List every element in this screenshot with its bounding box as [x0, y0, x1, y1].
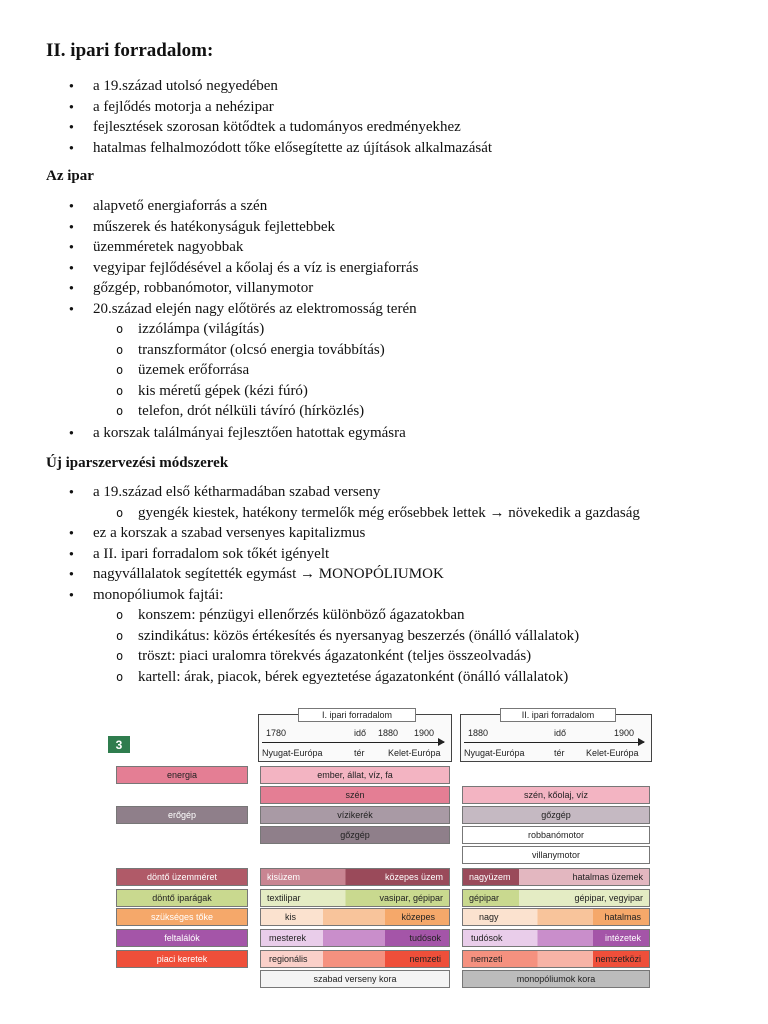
sub-list-item: o transzformátor (olcsó energia továbbítás) — [0, 340, 418, 361]
panel1-time-label: idő — [354, 728, 367, 738]
section2-list — [0, 196, 418, 443]
panel1-time-arrow — [262, 742, 444, 743]
col1-piaci-right: nemzeti — [409, 954, 441, 964]
panel1-year: 1900 — [414, 728, 435, 738]
col1-feltalalok-cell — [260, 929, 450, 947]
col1-iparagak-left: textilipar — [267, 893, 301, 903]
col2-toke-cell — [462, 908, 650, 926]
col2-erogep-cell: gőzgép — [462, 806, 650, 824]
list-item: ● monopóliumok fajtái: — [0, 585, 640, 606]
sub-list-item: o kartell: árak, piacok, bérek egyeztetése ágazatonként (önálló vállalatok) — [0, 667, 640, 688]
col2-energia-cell: szén, kőolaj, víz — [462, 786, 650, 804]
list-item: ● a 19.század első kétharmadában szabad verseny — [0, 482, 640, 503]
section-title-ipar: Az ipar — [46, 168, 94, 184]
col1-uzemmeret-left: kisüzem — [267, 872, 301, 882]
figure-number-badge: 3 — [108, 736, 130, 753]
col1-feltalalok-left: mesterek — [269, 933, 307, 943]
row-label-toke: szükséges tőke — [116, 908, 248, 926]
row-label-energia: energia — [116, 766, 248, 784]
col2-iparagak-left: gépipar — [469, 893, 500, 903]
panel2-space-label: tér — [554, 748, 565, 758]
col2-toke-left: nagy — [479, 912, 499, 922]
col2-iparagak-right: gépipar, vegyipar — [574, 893, 643, 903]
col1-feltalalok-right: tudósok — [409, 933, 441, 943]
col2-uzemmeret-cell — [462, 868, 650, 886]
panel2-time-label: idő — [554, 728, 567, 738]
list-item: ● nagyvállalatok segítették egymást → MONOPÓLIUMOK — [0, 564, 640, 585]
list-item: ● a 19.század utolsó negyedében — [0, 76, 492, 97]
col1-uzemmeret-right: közepes üzem — [384, 872, 443, 882]
sub-list-item: o izzólámpa (világítás) — [0, 319, 418, 340]
sub-list-item: o konszem: pénzügyi ellenőrzés különböző ágazatokban — [0, 605, 640, 626]
sub-list-item: o szindikátus: közös értékesítés és nyersanyag beszerzés (önálló vállalatok) — [0, 626, 640, 647]
sub-list-item: o gyengék kiestek, hatékony termelők még erősebbek lettek → növekedik a gazdaság — [0, 503, 640, 524]
col2-piaci-cell — [462, 950, 650, 968]
section-title-iparszervezes: Új iparszervezési módszerek — [46, 455, 229, 471]
list-item: ● vegyipar fejlődésével a kőolaj és a víz is energiaforrás — [0, 258, 418, 279]
panel1-title: I. ipari forradalom — [298, 708, 416, 722]
list-item: ● a II. ipari forradalom sok tőkét igényelt — [0, 544, 640, 565]
list-item: ● alapvető energiaforrás a szén — [0, 196, 418, 217]
list-item: ● ez a korszak a szabad versenyes kapitalizmus — [0, 523, 640, 544]
list-item: ● műszerek és hatékonyságuk fejlettebbek — [0, 217, 418, 238]
panel2-year: 1880 — [468, 728, 489, 738]
col2-erogep-cell: villanymotor — [462, 846, 650, 864]
col1-toke-left: kis — [285, 912, 296, 922]
section1-list — [0, 76, 492, 158]
col2-footer: monopóliumok kora — [462, 970, 650, 988]
col1-piaci-left: regionális — [269, 954, 308, 964]
col2-erogep-cell: robbanómotor — [462, 826, 650, 844]
col2-feltalalok-left: tudósok — [471, 933, 503, 943]
col1-toke-cell — [260, 908, 450, 926]
row-label-iparagak: döntő iparágak — [116, 889, 248, 907]
panel1-year: 1880 — [378, 728, 399, 738]
section-title-ipari-forradalom: II. ipari forradalom: — [46, 40, 214, 61]
row-label-erogep: erőgép — [116, 806, 248, 824]
col1-erogep-cell: vízikerék — [260, 806, 450, 824]
col2-piaci-right: nemzetközi — [595, 954, 641, 964]
panel2-place: Kelet-Európa — [586, 748, 639, 758]
col1-energia-cell: szén — [260, 786, 450, 804]
col1-toke-right: közepes — [401, 912, 435, 922]
col1-footer: szabad verseny kora — [260, 970, 450, 988]
section3-list — [0, 482, 640, 687]
row-label-feltalalok: feltalálók — [116, 929, 248, 947]
col2-piaci-left: nemzeti — [471, 954, 503, 964]
col1-erogep-cell: gőzgép — [260, 826, 450, 844]
sub-list-item: o kis méretű gépek (kézi fúró) — [0, 381, 418, 402]
panel1-place: Nyugat-Európa — [262, 748, 323, 758]
panel2-time-arrow — [464, 742, 644, 743]
list-item: ● a korszak találmányai fejlesztően hatottak egymásra — [0, 423, 418, 444]
col1-uzemmeret-cell — [260, 868, 450, 886]
col1-piaci-cell — [260, 950, 450, 968]
list-item: ● gőzgép, robbanómotor, villanymotor — [0, 278, 418, 299]
row-label-piaci: piaci keretek — [116, 950, 248, 968]
sub-list-item: o üzemek erőforrása — [0, 360, 418, 381]
col2-uzemmeret-right: hatalmas üzemek — [572, 872, 643, 882]
col2-feltalalok-cell — [462, 929, 650, 947]
col1-iparagak-right: vasipar, gépipar — [379, 893, 443, 903]
col2-iparagak-cell — [462, 889, 650, 907]
col2-toke-right: hatalmas — [604, 912, 641, 922]
panel1-space-label: tér — [354, 748, 365, 758]
row-label-uzemmeret: döntő üzemméret — [116, 868, 248, 886]
list-item: ● hatalmas felhalmozódott tőke elősegítette az újítások alkalmazását — [0, 138, 492, 159]
col1-energia-cell: ember, állat, víz, fa — [260, 766, 450, 784]
col2-feltalalok-right: intézetek — [604, 933, 641, 943]
panel2-year: 1900 — [614, 728, 635, 738]
col2-uzemmeret-left: nagyüzem — [469, 872, 511, 882]
sub-list-item: o telefon, drót nélküli távíró (hírközlés) — [0, 401, 418, 422]
panel2-place: Nyugat-Európa — [464, 748, 525, 758]
list-item: ● 20.század elején nagy előtörés az elektromosság terén — [0, 299, 418, 320]
list-item: ● üzemméretek nagyobbak — [0, 237, 418, 258]
panel1-year: 1780 — [266, 728, 287, 738]
list-item: ● fejlesztések szorosan kötődtek a tudományos eredményekhez — [0, 117, 492, 138]
list-item: ● a fejlődés motorja a nehézipar — [0, 97, 492, 118]
comparison-figure — [108, 700, 656, 1000]
panel1-place: Kelet-Európa — [388, 748, 441, 758]
col1-iparagak-cell — [260, 889, 450, 907]
panel2-title: II. ipari forradalom — [500, 708, 616, 722]
sub-list-item: o tröszt: piaci uralomra törekvés ágazatonként (teljes összeolvadás) — [0, 646, 640, 667]
